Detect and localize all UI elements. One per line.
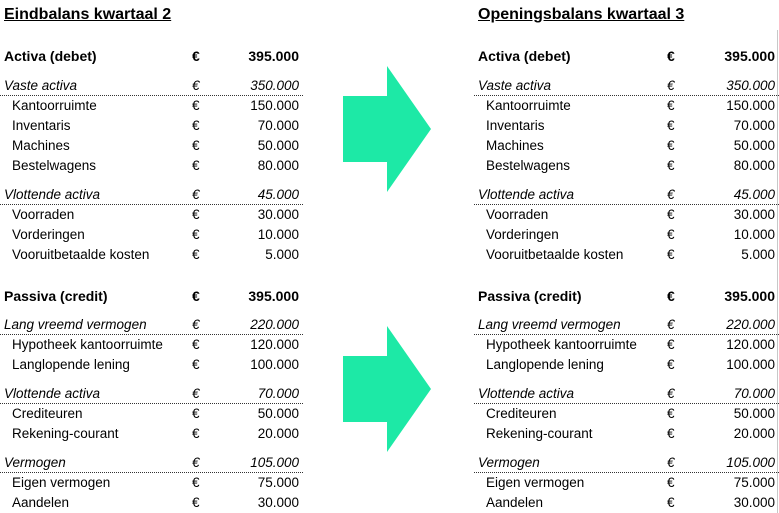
row-amount: 220.000 (726, 317, 775, 332)
row-amount: 70.000 (733, 118, 775, 133)
currency-symbol: € (192, 357, 200, 372)
line-item-row (0, 96, 303, 116)
currency-symbol: € (667, 386, 675, 401)
line-item-row (0, 116, 303, 136)
section-header-row (0, 46, 303, 66)
currency-symbol: € (192, 386, 200, 401)
row-label: Bestelwagens (486, 158, 571, 173)
opening-balance-title: Openingsbalans kwartaal 3 (478, 6, 685, 23)
row-amount: 20.000 (733, 426, 775, 441)
currency-symbol: € (667, 426, 675, 441)
row-label: Machines (12, 138, 70, 153)
row-amount: 350.000 (250, 78, 299, 93)
line-item-row (474, 225, 779, 245)
row-amount: 45.000 (733, 187, 775, 202)
currency-symbol: € (667, 207, 675, 222)
group-total-row (474, 185, 779, 205)
section-header-row (0, 286, 303, 306)
row-amount: 150.000 (726, 98, 775, 113)
currency-symbol: € (667, 288, 675, 304)
line-item-row (474, 205, 779, 225)
opening-balance-q3 (474, 0, 779, 513)
row-label: Vlottende activa (478, 386, 575, 401)
row-amount: 10.000 (257, 227, 299, 242)
row-amount: 70.000 (257, 386, 299, 401)
line-item-row (474, 116, 779, 136)
right-arrow-icon (343, 326, 431, 452)
row-amount: 5.000 (741, 247, 775, 262)
currency-symbol: € (192, 337, 200, 352)
currency-symbol: € (192, 247, 200, 262)
row-label: Vlottende activa (4, 386, 101, 401)
row-amount: 75.000 (733, 475, 775, 490)
currency-symbol: € (192, 78, 200, 93)
row-amount: 30.000 (733, 207, 775, 222)
currency-symbol: € (192, 475, 200, 490)
currency-symbol: € (667, 337, 675, 352)
group-total-row (0, 76, 303, 96)
currency-symbol: € (667, 227, 675, 242)
currency-symbol: € (667, 158, 675, 173)
group-total-row (474, 384, 779, 404)
currency-symbol: € (667, 495, 675, 510)
row-label: Inventaris (12, 118, 71, 133)
line-item-row (0, 136, 303, 156)
row-label: Vooruitbetaalde kosten (12, 247, 150, 262)
row-label: Vermogen (478, 455, 540, 470)
row-amount: 50.000 (733, 406, 775, 421)
row-amount: 50.000 (257, 138, 299, 153)
row-label: Vlottende activa (4, 187, 101, 202)
currency-symbol: € (192, 138, 200, 153)
line-item-row (0, 424, 303, 444)
currency-symbol: € (192, 118, 200, 133)
line-item-row (0, 355, 303, 375)
row-label: Hypotheek kantoorruimte (12, 337, 163, 352)
currency-symbol: € (667, 317, 675, 332)
group-total-row (474, 76, 779, 96)
line-item-row (0, 205, 303, 225)
line-item-row (0, 473, 303, 493)
row-amount: 80.000 (257, 158, 299, 173)
row-amount: 395.000 (248, 48, 299, 64)
row-amount: 30.000 (257, 207, 299, 222)
row-amount: 70.000 (257, 118, 299, 133)
row-amount: 5.000 (265, 247, 299, 262)
row-amount: 395.000 (724, 288, 775, 304)
currency-symbol: € (667, 118, 675, 133)
currency-symbol: € (192, 317, 200, 332)
group-total-row (0, 384, 303, 404)
row-amount: 100.000 (250, 357, 299, 372)
row-label: Langlopende lening (12, 357, 130, 372)
currency-symbol: € (192, 207, 200, 222)
row-label: Inventaris (486, 118, 545, 133)
row-amount: 20.000 (257, 426, 299, 441)
row-label: Vaste activa (478, 78, 552, 93)
row-label: Kantoorruimte (486, 98, 571, 113)
currency-symbol: € (667, 455, 675, 470)
section-header-row (474, 286, 779, 306)
currency-symbol: € (667, 48, 675, 64)
right-arrow-icon (343, 66, 431, 192)
line-item-row (474, 493, 779, 513)
row-label: Passiva (credit) (4, 288, 108, 304)
line-item-row (474, 424, 779, 444)
row-label: Vaste activa (4, 78, 78, 93)
row-label: Machines (486, 138, 544, 153)
line-item-row (474, 156, 779, 176)
currency-symbol: € (667, 98, 675, 113)
currency-symbol: € (667, 187, 675, 202)
row-amount: 70.000 (733, 386, 775, 401)
row-amount: 150.000 (250, 98, 299, 113)
line-item-row (0, 156, 303, 176)
row-amount: 80.000 (733, 158, 775, 173)
row-amount: 350.000 (726, 78, 775, 93)
row-label: Activa (debet) (478, 48, 571, 64)
currency-symbol: € (192, 406, 200, 421)
group-total-row (0, 185, 303, 205)
row-amount: 30.000 (257, 495, 299, 510)
currency-symbol: € (192, 98, 200, 113)
row-label: Vorderingen (486, 227, 559, 242)
row-label: Kantoorruimte (12, 98, 97, 113)
row-label: Crediteuren (486, 406, 557, 421)
currency-symbol: € (192, 187, 200, 202)
line-item-row (474, 335, 779, 355)
row-amount: 105.000 (250, 455, 299, 470)
line-item-row (0, 245, 303, 265)
row-label: Hypotheek kantoorruimte (486, 337, 637, 352)
currency-symbol: € (192, 227, 200, 242)
row-amount: 50.000 (257, 406, 299, 421)
group-total-row (0, 315, 303, 335)
row-amount: 50.000 (733, 138, 775, 153)
line-item-row (474, 404, 779, 424)
currency-symbol: € (667, 247, 675, 262)
row-label: Eigen vermogen (486, 475, 585, 490)
currency-symbol: € (192, 48, 200, 64)
row-amount: 100.000 (726, 357, 775, 372)
currency-symbol: € (667, 475, 675, 490)
line-item-row (474, 355, 779, 375)
group-total-row (0, 453, 303, 473)
row-label: Activa (debet) (4, 48, 97, 64)
currency-symbol: € (667, 138, 675, 153)
currency-symbol: € (192, 288, 200, 304)
row-label: Lang vreemd vermogen (478, 317, 621, 332)
row-label: Crediteuren (12, 406, 83, 421)
line-item-row (0, 225, 303, 245)
row-label: Rekening-courant (12, 426, 119, 441)
row-label: Vorderingen (12, 227, 85, 242)
row-label: Vlottende activa (478, 187, 575, 202)
row-label: Voorraden (486, 207, 549, 222)
line-item-row (474, 136, 779, 156)
section-header-row (474, 46, 779, 66)
row-amount: 395.000 (248, 288, 299, 304)
row-label: Rekening-courant (486, 426, 593, 441)
closing-balance-q2 (0, 0, 303, 513)
row-label: Aandelen (486, 495, 544, 510)
arrow-shape-bottom (343, 326, 431, 452)
line-item-row (0, 335, 303, 355)
sheet-right-border (777, 30, 778, 513)
row-label: Voorraden (12, 207, 75, 222)
currency-symbol: € (667, 78, 675, 93)
group-total-row (474, 453, 779, 473)
line-item-row (0, 404, 303, 424)
arrow-shape-top (343, 66, 431, 192)
row-label: Vooruitbetaalde kosten (486, 247, 624, 262)
row-label: Lang vreemd vermogen (4, 317, 147, 332)
row-amount: 45.000 (257, 187, 299, 202)
line-item-row (474, 473, 779, 493)
row-label: Eigen vermogen (12, 475, 111, 490)
row-amount: 120.000 (726, 337, 775, 352)
row-amount: 105.000 (726, 455, 775, 470)
line-item-row (474, 96, 779, 116)
line-item-row (0, 493, 303, 513)
row-amount: 10.000 (733, 227, 775, 242)
group-total-row (474, 315, 779, 335)
row-amount: 75.000 (257, 475, 299, 490)
currency-symbol: € (192, 426, 200, 441)
currency-symbol: € (192, 455, 200, 470)
row-label: Aandelen (12, 495, 70, 510)
row-label: Vermogen (4, 455, 66, 470)
row-label: Bestelwagens (12, 158, 97, 173)
closing-balance-title: Eindbalans kwartaal 2 (4, 6, 172, 23)
currency-symbol: € (667, 357, 675, 372)
line-item-row (474, 245, 779, 265)
row-amount: 30.000 (733, 495, 775, 510)
currency-symbol: € (192, 158, 200, 173)
currency-symbol: € (667, 406, 675, 421)
row-label: Langlopende lening (486, 357, 604, 372)
row-amount: 120.000 (250, 337, 299, 352)
currency-symbol: € (192, 495, 200, 510)
row-label: Passiva (credit) (478, 288, 582, 304)
row-amount: 220.000 (250, 317, 299, 332)
row-amount: 395.000 (724, 48, 775, 64)
